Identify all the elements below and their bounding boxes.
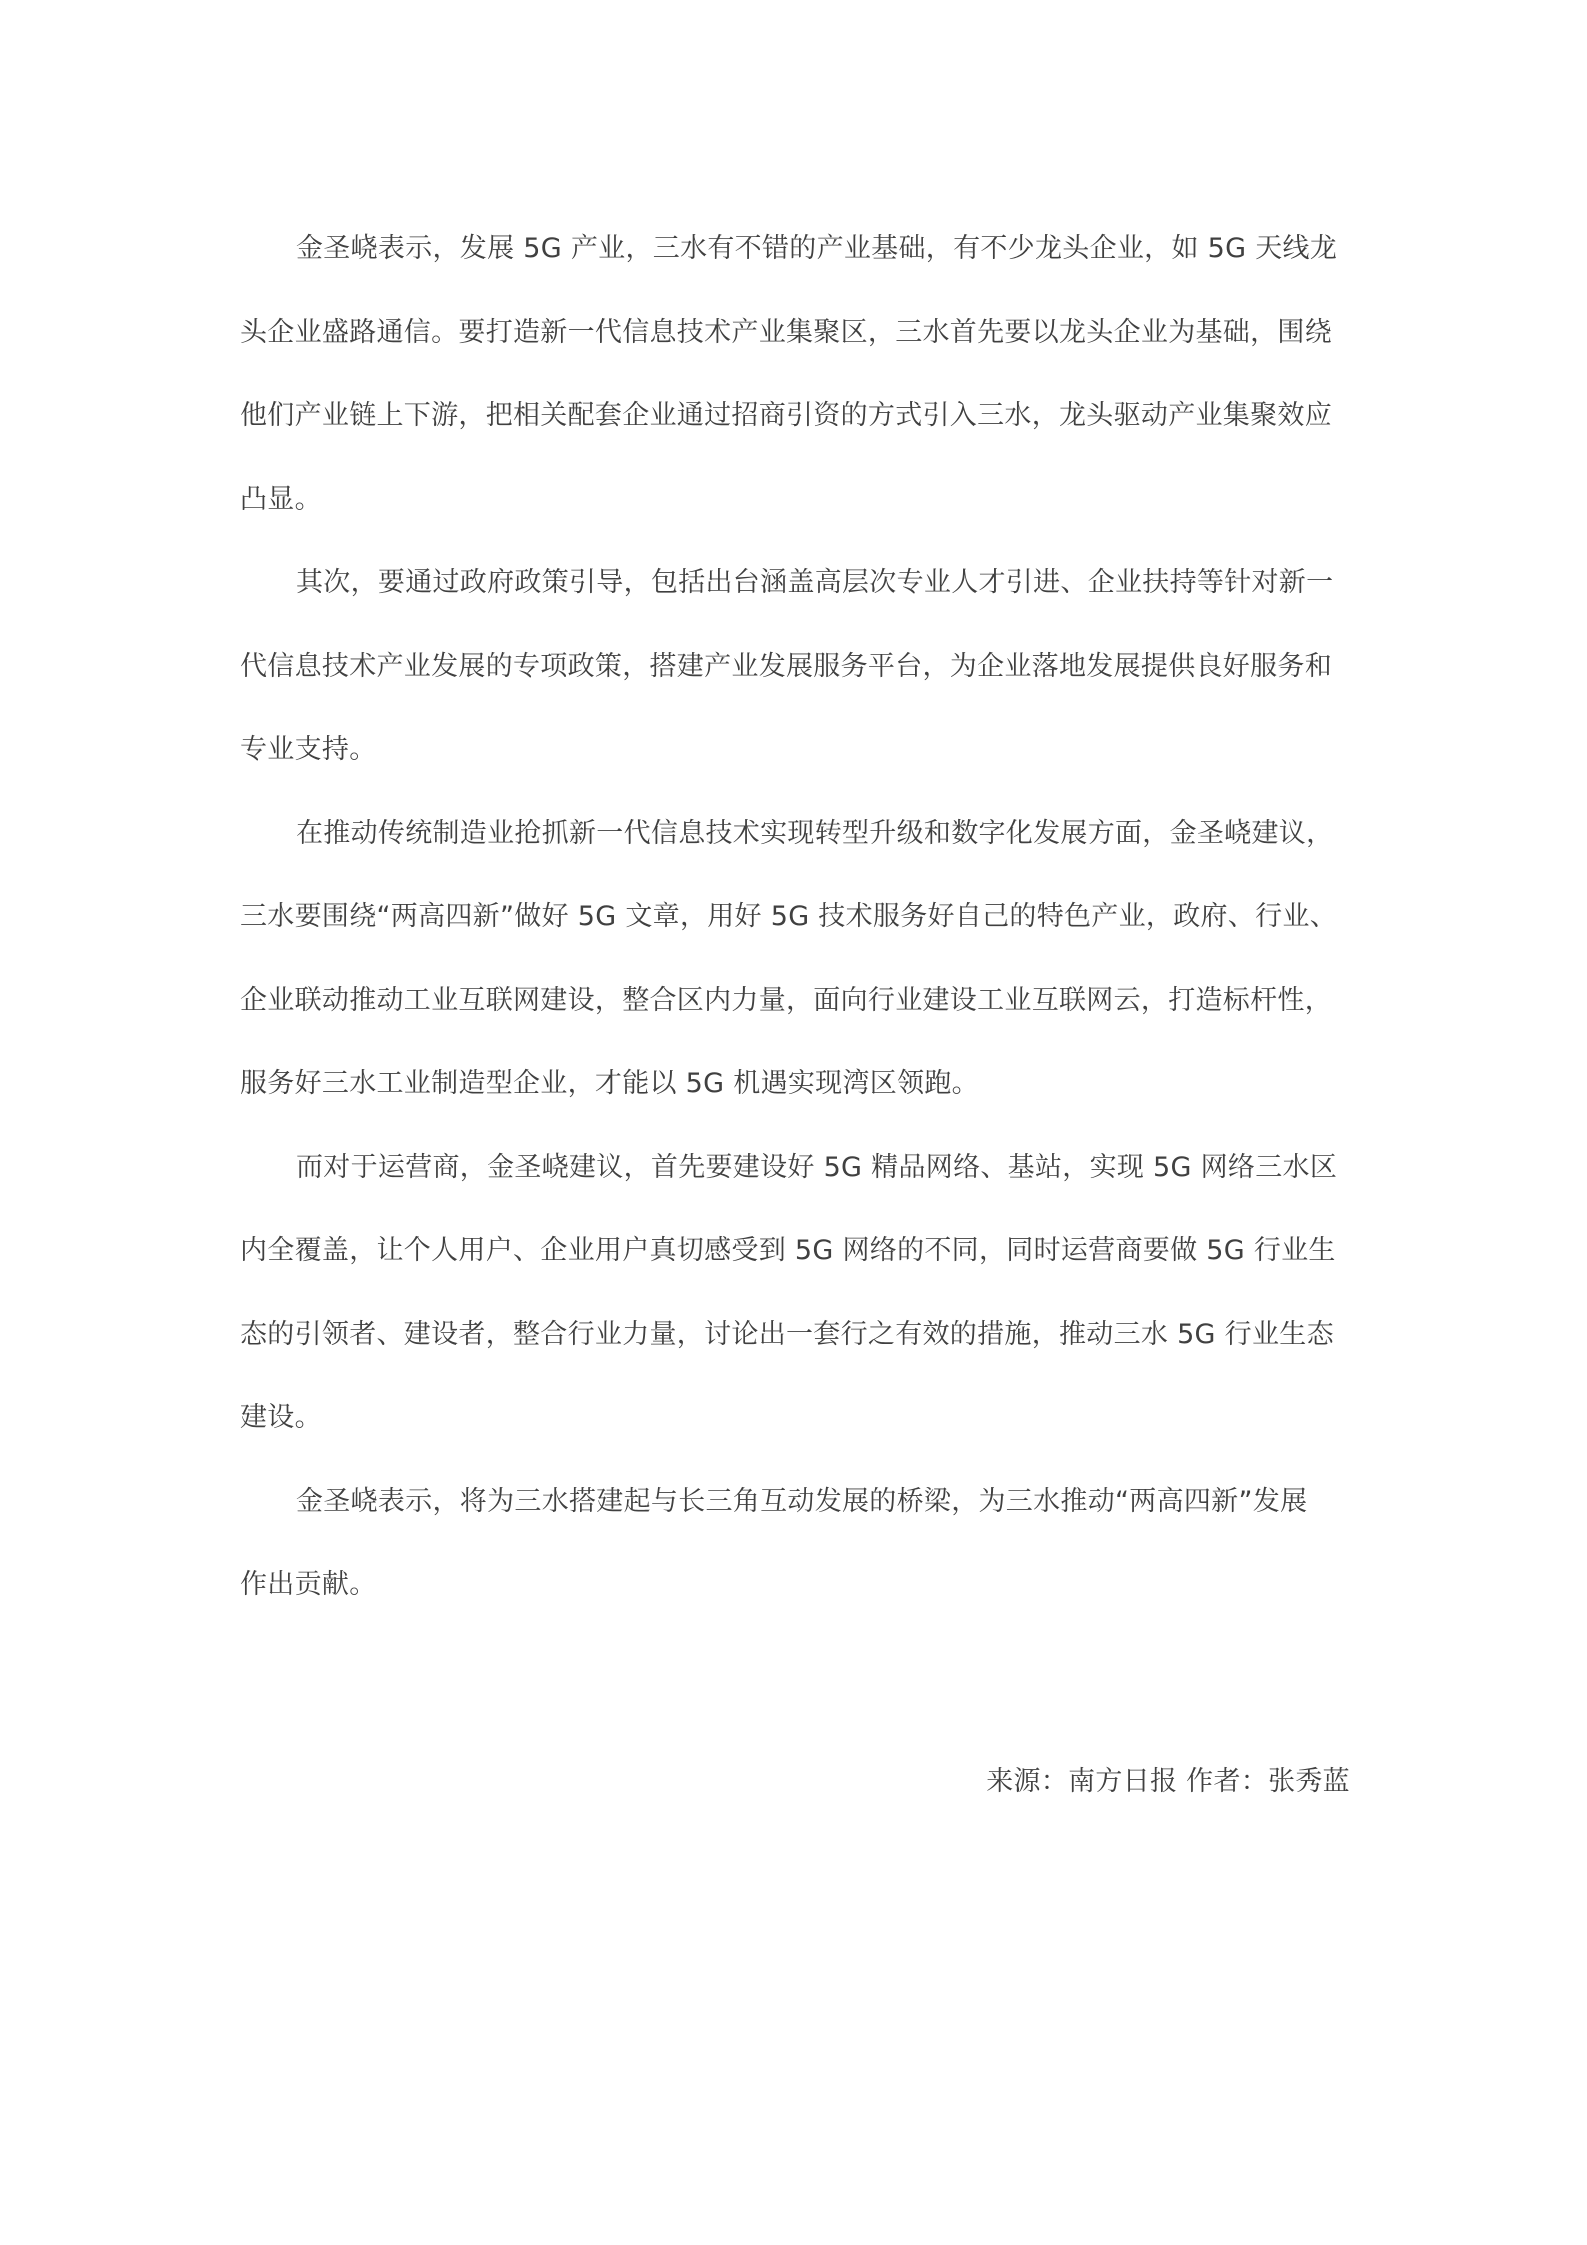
text-line: 金圣峣表示，将为三水搭建起与长三角互动发展的桥梁，为三水推动“两高四新”发展: [296, 1485, 1308, 1517]
text-line: 专业支持。: [240, 734, 377, 765]
paragraph-5: [240, 1460, 1350, 1627]
text-line: 头企业盛路通信。要打造新一代信息技术产业集聚区，三水首先要以龙头企业为基础，围绕: [240, 316, 1332, 348]
text-line: 在推动传统制造业抢抓新一代信息技术实现转型升级和数字化发展方面，金圣峣建议，: [296, 817, 1334, 849]
text-line: 他们产业链上下游，把相关配套企业通过招商引资的方式引入三水，龙头驱动产业集聚效应: [240, 400, 1332, 431]
text-line: 金圣峣表示，发展 5G 产业，三水有不错的产业基础，有不少龙头企业，如 5G 天线龙: [296, 233, 1338, 264]
source-attribution: 来源：南方日报 作者：张秀蓝: [986, 1766, 1350, 1797]
paragraph-4: [240, 1126, 1350, 1460]
text-line: 三水要围绕“两高四新”做好 5G 文章，用好 5G 技术服务好自己的特色产业，政府、行业、: [240, 901, 1338, 932]
text-line: 服务好三水工业制造型企业，才能以 5G 机遇实现湾区领跑。: [240, 1068, 979, 1099]
text-line: 其次，要通过政府政策引导，包括出台涵盖高层次专业人才引进、企业扶持等针对新一: [296, 567, 1334, 598]
text-line: 建设。: [240, 1402, 322, 1433]
text-line: 内全覆盖，让个人用户、企业用户真切感受到 5G 网络的不同，同时运营商要做 5G 行业生: [240, 1235, 1336, 1266]
paragraph-1: [240, 207, 1350, 541]
paragraph-3: [240, 792, 1350, 1126]
paragraph-2: [240, 541, 1350, 792]
text-line: 态的引领者、建设者，整合行业力量，讨论出一套行之有效的措施，推动三水 5G 行业生态: [240, 1318, 1334, 1350]
text-line: 企业联动推动工业互联网建设，整合区内力量，面向行业建设工业互联网云，打造标杆性，: [240, 984, 1332, 1016]
text-line: 代信息技术产业发展的专项政策，搭建产业发展服务平台，为企业落地发展提供良好服务和: [240, 650, 1332, 682]
article-body: [240, 207, 1350, 1797]
text-line: 作出贡献。: [240, 1569, 377, 1600]
text-line: 凸显。: [240, 483, 322, 515]
text-line: 而对于运营商，金圣峣建议，首先要建设好 5G 精品网络、基站，实现 5G 网络三水区: [296, 1151, 1338, 1183]
